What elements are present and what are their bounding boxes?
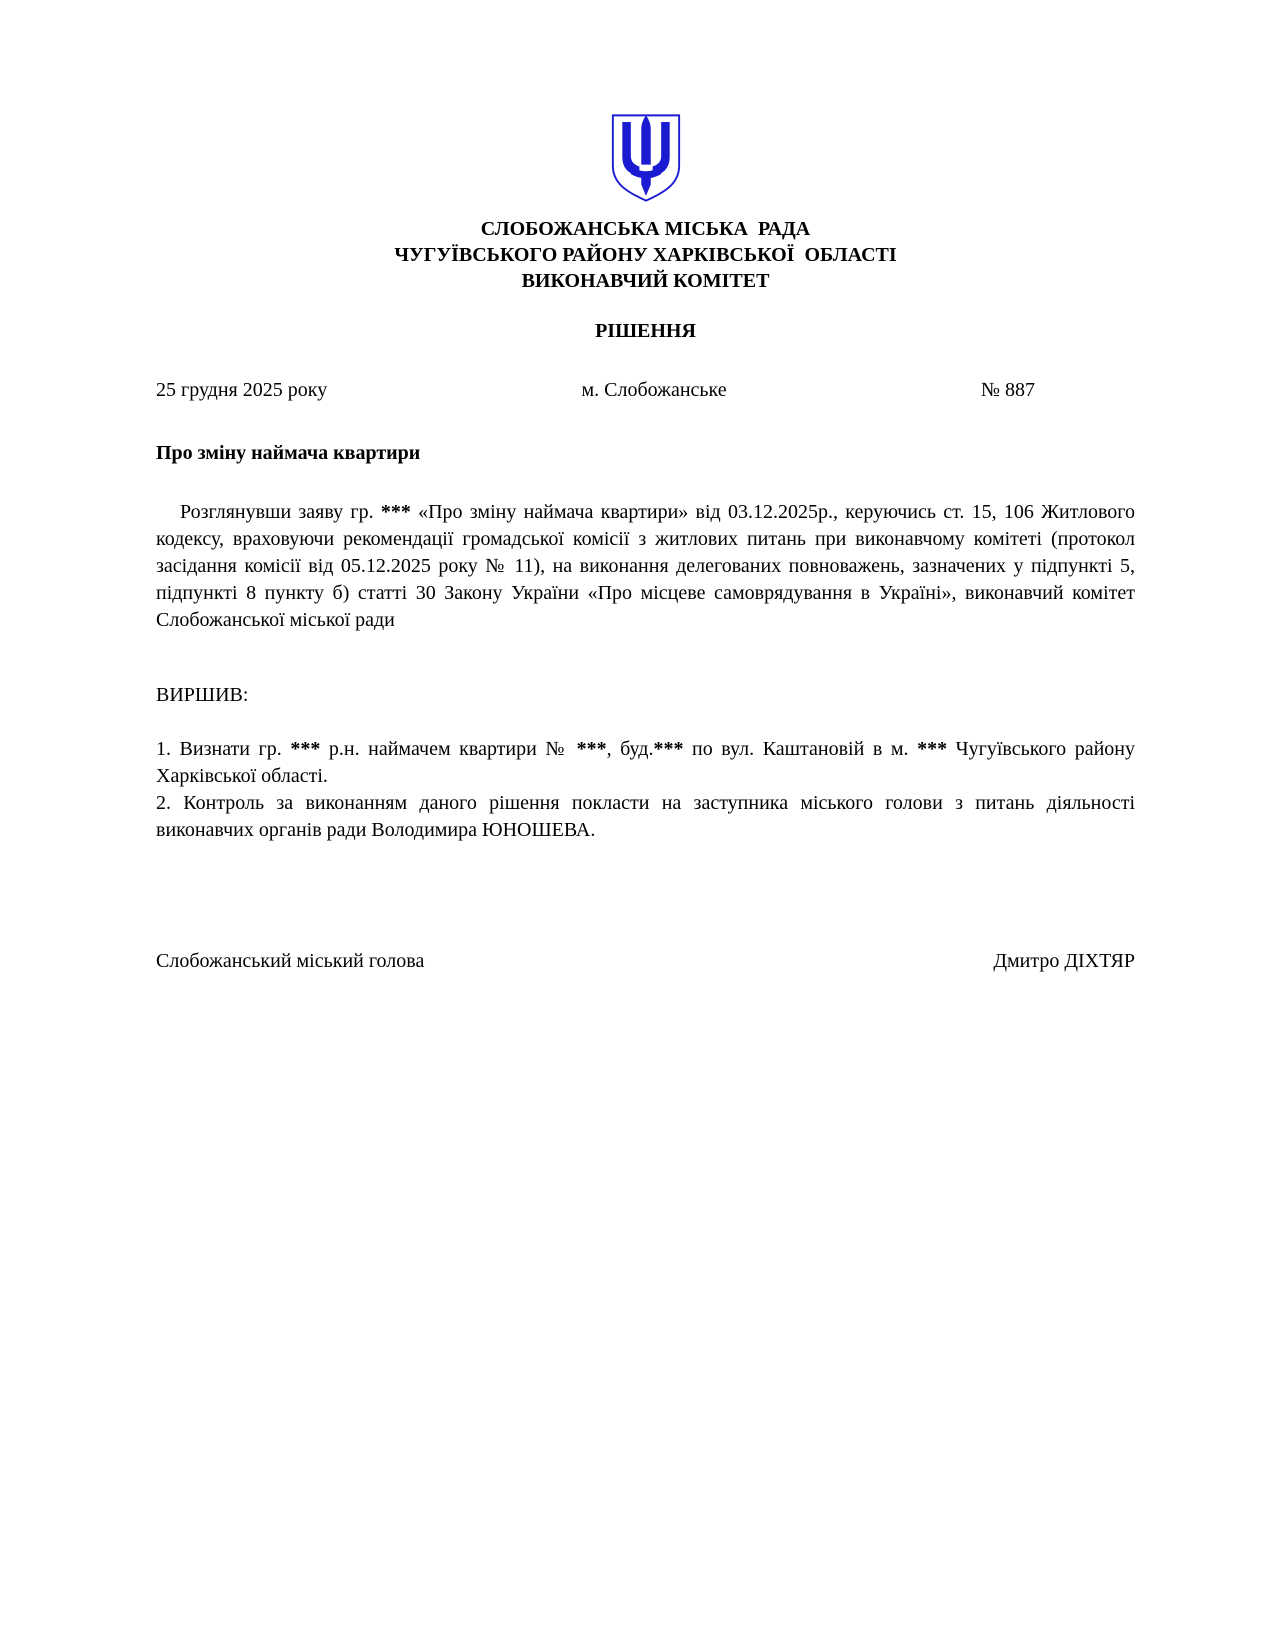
org-header (156, 216, 1135, 294)
org-committee-line: ВИКОНАВЧИЙ КОМІТЕТ (521, 270, 770, 292)
document-date: 25 грудня 2025 року (156, 379, 328, 401)
preamble-text-1: Розглянувши заяву гр. (180, 501, 381, 523)
item1-redacted-building: *** (653, 738, 684, 760)
resolved-label: ВИРШИВ: (156, 684, 249, 706)
item1-redacted-apartment: *** (576, 738, 607, 760)
resolution-item-2: 2. Контроль за виконанням даного рішення покласти на заступника міського голови з питань діяльності виконавчих органів ради Володимира ЮНОШЕВА. (156, 792, 1135, 841)
resolution-items (156, 736, 1135, 844)
document-subject: Про зміну наймача квартири (156, 442, 421, 464)
org-name-line: СЛОБОЖАНСЬКА МІСЬКА РАДА (480, 218, 811, 240)
coat-of-arms (156, 112, 1135, 212)
signatory-name: Дмитро ДІХТЯР (993, 950, 1135, 972)
item1-redacted-city: *** (917, 738, 948, 760)
document-number: № 887 (980, 379, 1035, 401)
item1-text-5: Чугуївського району Харківської області. (156, 738, 1135, 787)
redacted-applicant-name: *** (380, 501, 411, 523)
preamble-paragraph (156, 499, 1135, 634)
org-district-line: ЧУГУЇВСЬКОГО РАЙОНУ ХАРКІВСЬКОЇ ОБЛАСТІ (394, 244, 897, 266)
item1-text-4: по вул. Каштановій в м. (683, 738, 918, 760)
resolution-item-1 (156, 736, 1135, 790)
document-type-title: РІШЕННЯ (595, 320, 696, 342)
signature-row (156, 948, 1135, 975)
signatory-position: Слобожанський міський голова (156, 950, 425, 972)
preamble-text-2: «Про зміну наймача квартири» від 03.12.2025р., керуючись ст. 15, 106 Житлового кодексу, враховуючи рекомендації громадської комісії з житлових питань при виконавчому комітеті (протокол засідання комісії від 05.12.2025 року № 11), на виконання делегованих повноважень, зазначених у підпункті 5, підпункті 8 пункту б) статті 30 Закону України «Про місцеве самоврядування в Україні», виконавчий комітет Слобожанської міської ради (156, 501, 1135, 631)
item1-redacted-name: *** (290, 738, 321, 760)
item1-text-2: р.н. наймачем квартири № (320, 738, 577, 760)
document-place: м. Слобожанське (581, 379, 727, 401)
item1-text-1: 1. Визнати гр. (156, 738, 291, 760)
item1-text-3: , буд. (606, 738, 654, 760)
trident-icon (622, 115, 669, 196)
ukraine-trident-emblem-icon (610, 112, 682, 204)
document-meta-row (156, 377, 1135, 404)
